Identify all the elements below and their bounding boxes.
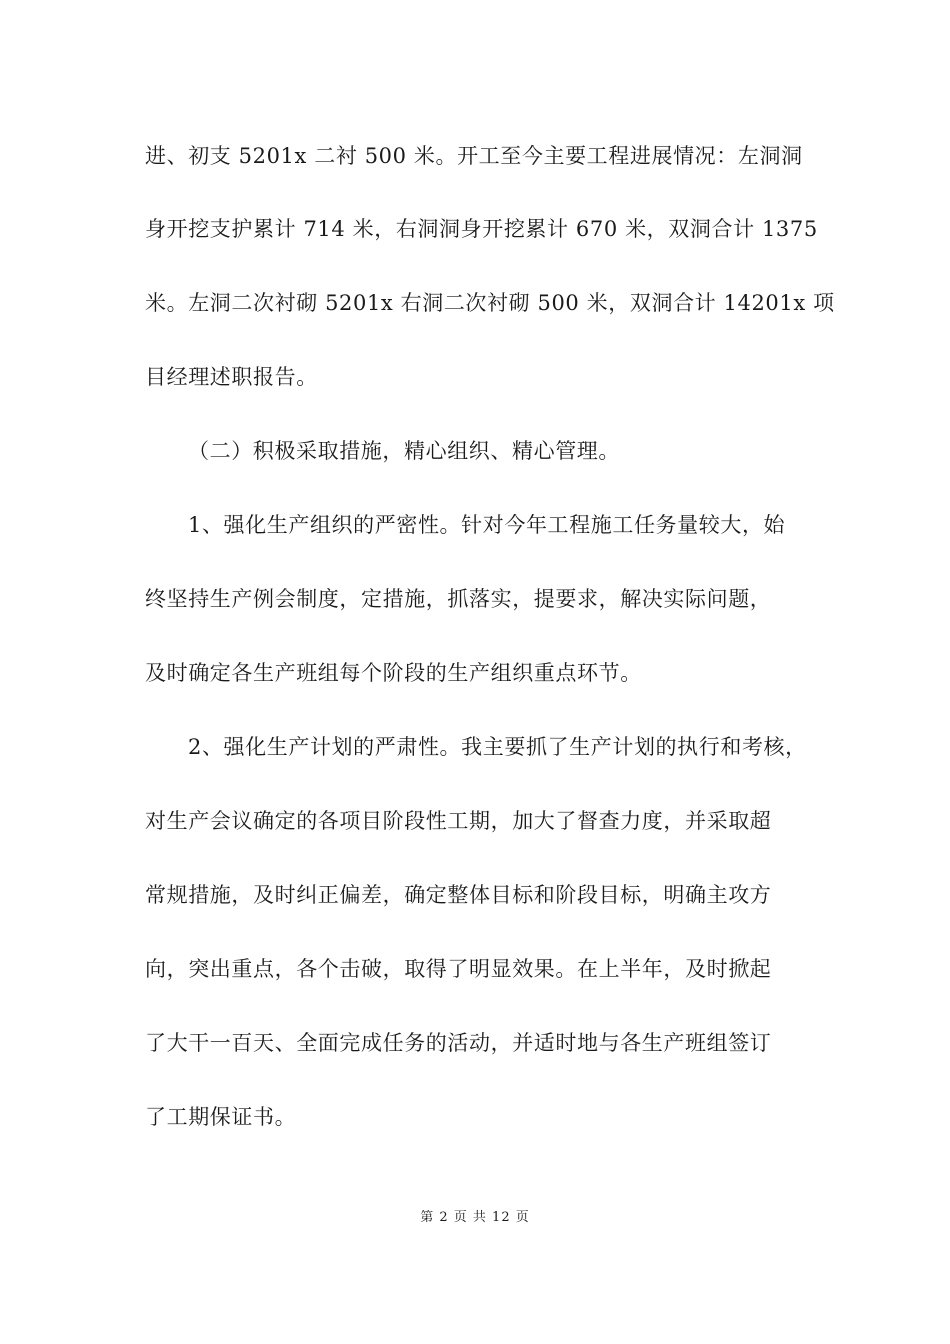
body-text-line: 向，突出重点，各个击破，取得了明显效果。在上半年，及时掀起	[145, 957, 772, 981]
page-number-footer: 第 2 页 共 12 页	[420, 1210, 530, 1225]
body-text-line: 终坚持生产例会制度，定措施，抓落实，提要求，解决实际问题，	[145, 587, 772, 611]
body-text-line: 目经理述职报告。	[145, 365, 318, 389]
body-text-line: 身开挖支护累计 714 米，右洞洞身开挖累计 670 米，双洞合计 1375	[145, 217, 818, 241]
body-text-line: 了大干一百天、全面完成任务的活动，并适时地与各生产班组签订	[145, 1031, 772, 1055]
body-text-line: 2、强化生产计划的严肃性。我主要抓了生产计划的执行和考核，	[188, 735, 807, 759]
body-text-line: 1、强化生产组织的严密性。针对今年工程施工任务量较大，始	[188, 513, 786, 537]
body-text-line: 及时确定各生产班组每个阶段的生产组织重点环节。	[145, 661, 642, 685]
body-text-line: 了工期保证书。	[145, 1105, 297, 1129]
body-text-line: 常规措施，及时纠正偏差，确定整体目标和阶段目标，明确主攻方	[145, 883, 772, 907]
body-text-line: 对生产会议确定的各项目阶段性工期，加大了督查力度，并采取超	[145, 809, 772, 833]
section-heading: （二）积极采取措施，精心组织、精心管理。	[188, 439, 620, 463]
body-text-line: 米。左洞二次衬砌 5201x 右洞二次衬砌 500 米，双洞合计 14201x 项	[145, 291, 835, 315]
body-text-line: 进、初支 5201x 二衬 500 米。开工至今主要工程进展情况：左洞洞	[145, 144, 803, 168]
